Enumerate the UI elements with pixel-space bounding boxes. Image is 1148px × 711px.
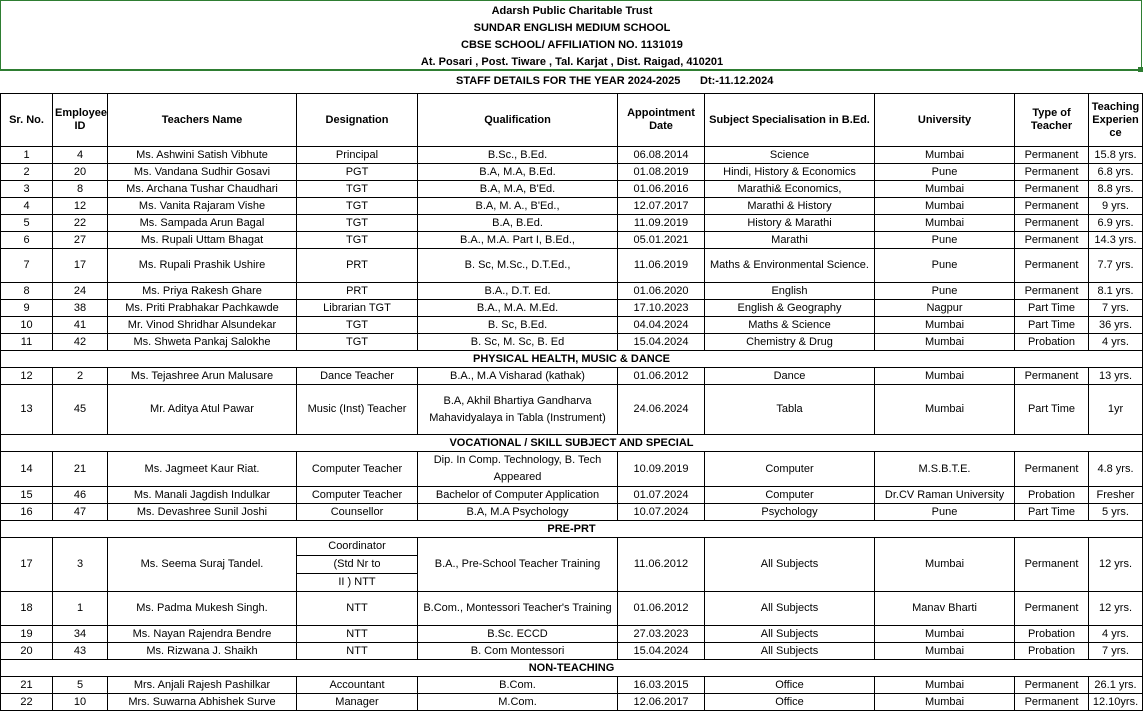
table-row (1, 164, 1143, 181)
experience-cell[interactable]: 13 yrs. (1089, 368, 1143, 385)
sr-cell[interactable]: 3 (1, 181, 53, 198)
experience-cell[interactable]: 7.7 yrs. (1089, 249, 1143, 283)
subject-cell[interactable]: Maths & Science (705, 317, 875, 334)
teacher-type-cell[interactable]: Permanent (1015, 368, 1089, 385)
appointment-date-cell[interactable]: 01.07.2024 (618, 487, 705, 504)
table-row (1, 181, 1143, 198)
university-cell[interactable]: Mumbai (875, 198, 1015, 215)
table-row (1, 232, 1143, 249)
appointment-date-cell[interactable]: 11.06.2012 (618, 538, 705, 592)
sr-cell[interactable]: 22 (1, 694, 53, 711)
designation-cell[interactable]: TGT (297, 198, 418, 215)
employee-id-cell[interactable]: 24 (53, 283, 108, 300)
table-row (1, 368, 1143, 385)
employee-id-cell[interactable]: 38 (53, 300, 108, 317)
university-cell[interactable]: Manav Bharti (875, 592, 1015, 626)
employee-id-cell[interactable]: 12 (53, 198, 108, 215)
designation-cell[interactable]: PRT (297, 283, 418, 300)
qualification-cell[interactable]: M.Com. (418, 694, 618, 711)
appointment-date-cell[interactable]: 16.03.2015 (618, 677, 705, 694)
qualification-cell[interactable]: B.A, B.Ed. (418, 215, 618, 232)
col-header[interactable]: Employee ID (53, 94, 108, 147)
sr-cell[interactable]: 18 (1, 592, 53, 626)
experience-cell[interactable]: 4 yrs. (1089, 626, 1143, 643)
teacher-name-cell[interactable]: Ms. Sampada Arun Bagal (108, 215, 297, 232)
teacher-type-cell[interactable]: Probation (1015, 626, 1089, 643)
employee-id-cell[interactable]: 1 (53, 592, 108, 626)
col-header[interactable]: Sr. No. (1, 94, 53, 147)
appointment-date-cell[interactable]: 11.06.2019 (618, 249, 705, 283)
university-cell[interactable]: Mumbai (875, 334, 1015, 351)
subject-cell[interactable]: All Subjects (705, 626, 875, 643)
teacher-name-cell[interactable]: Ms. Priya Rakesh Ghare (108, 283, 297, 300)
sr-cell[interactable]: 10 (1, 317, 53, 334)
employee-id-cell[interactable]: 42 (53, 334, 108, 351)
designation-cell[interactable]: Dance Teacher (297, 368, 418, 385)
table-row (1, 283, 1143, 300)
designation-cell[interactable]: Librarian TGT (297, 300, 418, 317)
table-row (1, 452, 1143, 487)
col-header[interactable]: Qualification (418, 94, 618, 147)
section-row (1, 351, 1143, 368)
designation-cell[interactable]: TGT (297, 232, 418, 249)
qualification-cell[interactable]: B.A., M.A. M.Ed. (418, 300, 618, 317)
employee-id-cell[interactable]: 47 (53, 504, 108, 521)
col-header[interactable]: Type of Teacher (1015, 94, 1089, 147)
teacher-type-cell[interactable]: Permanent (1015, 147, 1089, 164)
sr-cell[interactable]: 8 (1, 283, 53, 300)
teacher-name-cell[interactable]: Ms. Seema Suraj Tandel. (108, 538, 297, 592)
employee-id-cell[interactable]: 21 (53, 452, 108, 487)
appointment-date-cell[interactable]: 12.06.2017 (618, 694, 705, 711)
table-row (1, 249, 1143, 283)
experience-cell[interactable]: Fresher (1089, 487, 1143, 504)
university-cell[interactable]: Mumbai (875, 538, 1015, 592)
section-row (1, 435, 1143, 452)
designation-cell[interactable]: Accountant (297, 677, 418, 694)
appointment-date-cell[interactable]: 01.06.2020 (618, 283, 705, 300)
school-header (0, 0, 1142, 71)
qualification-cell[interactable]: B. Sc, B.Ed. (418, 317, 618, 334)
table-row (1, 300, 1143, 317)
section-row (1, 660, 1143, 677)
sr-cell[interactable]: 9 (1, 300, 53, 317)
table-row (1, 334, 1143, 351)
university-cell[interactable]: Mumbai (875, 643, 1015, 660)
sr-cell[interactable]: 1 (1, 147, 53, 164)
teacher-type-cell[interactable]: Probation (1015, 487, 1089, 504)
appointment-date-cell[interactable]: 01.06.2016 (618, 181, 705, 198)
subject-cell[interactable]: Office (705, 694, 875, 711)
table-row (1, 694, 1143, 711)
affiliation: CBSE SCHOOL/ AFFILIATION NO. 1131019 (461, 39, 683, 51)
experience-cell[interactable]: 5 yrs. (1089, 504, 1143, 521)
table-row (1, 538, 1143, 592)
university-cell[interactable]: Mumbai (875, 147, 1015, 164)
employee-id-cell[interactable]: 46 (53, 487, 108, 504)
col-header[interactable]: Teachers Name (108, 94, 297, 147)
experience-cell[interactable]: 7 yrs. (1089, 643, 1143, 660)
section-title[interactable]: PHYSICAL HEALTH, MUSIC & DANCE (1, 351, 1143, 368)
appointment-date-cell[interactable]: 04.04.2024 (618, 317, 705, 334)
qualification-cell[interactable]: B.A., M.A Visharad (kathak) (418, 368, 618, 385)
teacher-name-cell[interactable]: Ms. Shweta Pankaj Salokhe (108, 334, 297, 351)
teacher-type-cell[interactable]: Part Time (1015, 504, 1089, 521)
table-row (1, 317, 1143, 334)
table-row (1, 592, 1143, 626)
teacher-type-cell[interactable]: Permanent (1015, 198, 1089, 215)
university-cell[interactable]: Dr.CV Raman University (875, 487, 1015, 504)
teacher-type-cell[interactable]: Part Time (1015, 317, 1089, 334)
experience-cell[interactable]: 4 yrs. (1089, 334, 1143, 351)
sr-cell[interactable]: 2 (1, 164, 53, 181)
experience-cell[interactable]: 6.8 yrs. (1089, 164, 1143, 181)
employee-id-cell[interactable]: 4 (53, 147, 108, 164)
selection-fill-handle[interactable] (1138, 67, 1143, 72)
designation-line: (Std Nr to (297, 555, 417, 574)
trust-name: Adarsh Public Charitable Trust (491, 5, 653, 17)
experience-cell[interactable]: 9 yrs. (1089, 198, 1143, 215)
employee-id-cell[interactable]: 3 (53, 538, 108, 592)
qualification-cell[interactable]: B.A, Akhil Bhartiya Gandharva Mahavidyalaya in Tabla (Instrument) (418, 385, 618, 435)
table-row (1, 504, 1143, 521)
teacher-name-cell[interactable]: Ms. Rupali Prashik Ushire (108, 249, 297, 283)
teacher-type-cell[interactable]: Permanent (1015, 677, 1089, 694)
appointment-date-cell[interactable]: 17.10.2023 (618, 300, 705, 317)
table-row (1, 626, 1143, 643)
university-cell[interactable]: Mumbai (875, 368, 1015, 385)
teacher-type-cell[interactable]: Permanent (1015, 283, 1089, 300)
qualification-cell[interactable]: B.A., D.T. Ed. (418, 283, 618, 300)
employee-id-cell[interactable]: 8 (53, 181, 108, 198)
teacher-name-cell[interactable]: Mr. Aditya Atul Pawar (108, 385, 297, 435)
designation-cell[interactable]: TGT (297, 181, 418, 198)
university-cell[interactable]: Pune (875, 164, 1015, 181)
appointment-date-cell[interactable]: 11.09.2019 (618, 215, 705, 232)
qualification-cell[interactable]: B.Sc. ECCD (418, 626, 618, 643)
qualification-cell[interactable]: B. Sc, M.Sc., D.T.Ed., (418, 249, 618, 283)
experience-cell[interactable]: 15.8 yrs. (1089, 147, 1143, 164)
teacher-type-cell[interactable]: Part Time (1015, 385, 1089, 435)
teacher-type-cell[interactable]: Permanent (1015, 232, 1089, 249)
appointment-date-cell[interactable]: 10.07.2024 (618, 504, 705, 521)
employee-id-cell[interactable]: 5 (53, 677, 108, 694)
designation-cell[interactable]: TGT (297, 334, 418, 351)
qualification-cell[interactable]: Bachelor of Computer Application (418, 487, 618, 504)
teacher-name-cell[interactable]: Ms. Rupali Uttam Bhagat (108, 232, 297, 249)
sr-cell[interactable]: 7 (1, 249, 53, 283)
university-cell[interactable]: Mumbai (875, 694, 1015, 711)
subject-cell[interactable]: Psychology (705, 504, 875, 521)
teacher-type-cell[interactable]: Permanent (1015, 215, 1089, 232)
teacher-type-cell[interactable]: Permanent (1015, 164, 1089, 181)
appointment-date-cell[interactable]: 12.07.2017 (618, 198, 705, 215)
sr-cell[interactable]: 16 (1, 504, 53, 521)
table-row (1, 147, 1143, 164)
table-row (1, 677, 1143, 694)
designation-cell[interactable]: Computer Teacher (297, 487, 418, 504)
sr-cell[interactable]: 12 (1, 368, 53, 385)
teacher-type-cell[interactable]: Probation (1015, 334, 1089, 351)
qualification-cell[interactable]: B.A, M.A, B'Ed. (418, 181, 618, 198)
subject-cell[interactable]: English & Geography (705, 300, 875, 317)
col-header[interactable]: Subject Specialisation in B.Ed. (705, 94, 875, 147)
designation-cell[interactable]: NTT (297, 626, 418, 643)
teacher-name-cell[interactable]: Ms. Priti Prabhakar Pachkawde (108, 300, 297, 317)
appointment-date-cell[interactable]: 15.04.2024 (618, 643, 705, 660)
appointment-date-cell[interactable]: 27.03.2023 (618, 626, 705, 643)
designation-cell[interactable]: Principal (297, 147, 418, 164)
university-cell[interactable]: Pune (875, 249, 1015, 283)
designation-cell[interactable]: NTT (297, 643, 418, 660)
sr-cell[interactable]: 4 (1, 198, 53, 215)
subject-cell[interactable]: Science (705, 147, 875, 164)
staff-table (0, 93, 1143, 711)
col-header[interactable]: Appointment Date (618, 94, 705, 147)
employee-id-cell[interactable]: 17 (53, 249, 108, 283)
qualification-cell[interactable]: B. Sc, M. Sc, B. Ed (418, 334, 618, 351)
university-cell[interactable]: Pune (875, 504, 1015, 521)
teacher-type-cell[interactable]: Permanent (1015, 592, 1089, 626)
employee-id-cell[interactable]: 45 (53, 385, 108, 435)
table-header-row (1, 94, 1143, 147)
appointment-date-cell[interactable]: 06.08.2014 (618, 147, 705, 164)
university-cell[interactable]: M.S.B.T.E. (875, 452, 1015, 487)
col-header[interactable]: University (875, 94, 1015, 147)
designation-cell[interactable]: TGT (297, 215, 418, 232)
designation-cell[interactable]: Manager (297, 694, 418, 711)
report-date: Dt:-11.12.2024 (700, 75, 774, 87)
appointment-date-cell[interactable]: 10.09.2019 (618, 452, 705, 487)
teacher-name-cell[interactable]: Ms. Rizwana J. Shaikh (108, 643, 297, 660)
university-cell[interactable]: Mumbai (875, 317, 1015, 334)
sr-cell[interactable]: 13 (1, 385, 53, 435)
subject-cell[interactable]: Office (705, 677, 875, 694)
section-row (1, 521, 1143, 538)
qualification-cell[interactable]: B.A, M.A Psychology (418, 504, 618, 521)
address: At. Posari , Post. Tiware , Tal. Karjat , Dist. Raigad, 410201 (420, 56, 724, 68)
employee-id-cell[interactable]: 2 (53, 368, 108, 385)
university-cell[interactable]: Nagpur (875, 300, 1015, 317)
employee-id-cell[interactable]: 41 (53, 317, 108, 334)
experience-cell[interactable]: 12.10yrs. (1089, 694, 1143, 711)
section-title[interactable]: VOCATIONAL / SKILL SUBJECT AND SPECIAL (1, 435, 1143, 452)
designation-cell[interactable]: Counsellor (297, 504, 418, 521)
teacher-type-cell[interactable]: Permanent (1015, 181, 1089, 198)
qualification-cell[interactable]: B. Com Montessori (418, 643, 618, 660)
designation-cell[interactable] (297, 538, 418, 592)
university-cell[interactable]: Mumbai (875, 215, 1015, 232)
subject-cell[interactable]: Maths & Environmental Science. (705, 249, 875, 283)
sr-cell[interactable]: 21 (1, 677, 53, 694)
school-name: SUNDAR ENGLISH MEDIUM SCHOOL (473, 22, 671, 34)
designation-cell[interactable]: PGT (297, 164, 418, 181)
university-cell[interactable]: Mumbai (875, 385, 1015, 435)
teacher-type-cell[interactable]: Part Time (1015, 300, 1089, 317)
designation-cell[interactable]: TGT (297, 317, 418, 334)
teacher-name-cell[interactable]: Ms. Vandana Sudhir Gosavi (108, 164, 297, 181)
appointment-date-cell[interactable]: 01.06.2012 (618, 368, 705, 385)
sr-cell[interactable]: 19 (1, 626, 53, 643)
table-row (1, 487, 1143, 504)
designation-line: Coordinator (328, 540, 386, 552)
teacher-name-cell[interactable]: Ms. Vanita Rajaram Vishe (108, 198, 297, 215)
qualification-cell[interactable]: B.Com., Montessori Teacher's Training (418, 592, 618, 626)
teacher-type-cell[interactable]: Permanent (1015, 249, 1089, 283)
teacher-name-cell[interactable]: Ms. Manali Jagdish Indulkar (108, 487, 297, 504)
appointment-date-cell[interactable]: 01.06.2012 (618, 592, 705, 626)
subject-cell[interactable]: Hindi, History & Economics (705, 164, 875, 181)
subject-cell[interactable]: All Subjects (705, 538, 875, 592)
appointment-date-cell[interactable]: 01.08.2019 (618, 164, 705, 181)
designation-line: II ) NTT (338, 576, 376, 588)
teacher-name-cell[interactable]: Mr. Vinod Shridhar Alsundekar (108, 317, 297, 334)
university-cell[interactable]: Pune (875, 232, 1015, 249)
subject-cell[interactable]: Chemistry & Drug (705, 334, 875, 351)
table-row (1, 198, 1143, 215)
sr-cell[interactable]: 5 (1, 215, 53, 232)
designation-cell[interactable]: PRT (297, 249, 418, 283)
experience-cell[interactable]: 7 yrs. (1089, 300, 1143, 317)
teacher-name-cell[interactable]: Mrs. Anjali Rajesh Pashilkar (108, 677, 297, 694)
teacher-name-cell[interactable]: Ms. Devashree Sunil Joshi (108, 504, 297, 521)
experience-cell[interactable]: 12 yrs. (1089, 538, 1143, 592)
experience-cell[interactable]: 8.8 yrs. (1089, 181, 1143, 198)
experience-cell[interactable]: 12 yrs. (1089, 592, 1143, 626)
experience-cell[interactable]: 36 yrs. (1089, 317, 1143, 334)
teacher-name-cell[interactable]: Ms. Jagmeet Kaur Riat. (108, 452, 297, 487)
sr-cell[interactable]: 11 (1, 334, 53, 351)
university-cell[interactable]: Pune (875, 283, 1015, 300)
subject-cell[interactable]: Computer (705, 487, 875, 504)
appointment-date-cell[interactable]: 15.04.2024 (618, 334, 705, 351)
employee-id-cell[interactable]: 34 (53, 626, 108, 643)
teacher-name-cell[interactable]: Ms. Archana Tushar Chaudhari (108, 181, 297, 198)
university-cell[interactable]: Mumbai (875, 677, 1015, 694)
experience-cell[interactable]: 1yr (1089, 385, 1143, 435)
col-header[interactable]: Teaching Experience (1089, 94, 1143, 147)
qualification-cell[interactable]: B.A, M.A, B.Ed. (418, 164, 618, 181)
subject-cell[interactable]: Dance (705, 368, 875, 385)
teacher-type-cell[interactable]: Permanent (1015, 538, 1089, 592)
subject-cell[interactable]: Marathi& Economics, (705, 181, 875, 198)
page-subtitle: STAFF DETAILS FOR THE YEAR 2024-2025 (456, 75, 681, 87)
teacher-name-cell[interactable]: Mrs. Suwarna Abhishek Surve (108, 694, 297, 711)
sr-cell[interactable]: 17 (1, 538, 53, 592)
qualification-cell[interactable]: Dip. In Comp. Technology, B. Tech Appeared (418, 452, 618, 487)
sr-cell[interactable]: 15 (1, 487, 53, 504)
section-title[interactable]: PRE-PRT (1, 521, 1143, 538)
sr-cell[interactable]: 14 (1, 452, 53, 487)
designation-cell[interactable]: NTT (297, 592, 418, 626)
table-row (1, 215, 1143, 232)
subject-cell[interactable]: History & Marathi (705, 215, 875, 232)
subject-cell[interactable]: Marathi (705, 232, 875, 249)
designation-cell[interactable]: Music (Inst) Teacher (297, 385, 418, 435)
experience-cell[interactable]: 14.3 yrs. (1089, 232, 1143, 249)
experience-cell[interactable]: 4.8 yrs. (1089, 452, 1143, 487)
subject-cell[interactable]: All Subjects (705, 592, 875, 626)
qualification-cell[interactable]: B.A., M.A. Part I, B.Ed., (418, 232, 618, 249)
appointment-date-cell[interactable]: 05.01.2021 (618, 232, 705, 249)
employee-id-cell[interactable]: 20 (53, 164, 108, 181)
experience-cell[interactable]: 26.1 yrs. (1089, 677, 1143, 694)
sr-cell[interactable]: 20 (1, 643, 53, 660)
appointment-date-cell[interactable]: 24.06.2024 (618, 385, 705, 435)
experience-cell[interactable]: 8.1 yrs. (1089, 283, 1143, 300)
employee-id-cell[interactable]: 22 (53, 215, 108, 232)
sr-cell[interactable]: 6 (1, 232, 53, 249)
subject-cell[interactable]: All Subjects (705, 643, 875, 660)
qualification-cell[interactable]: B.A., Pre-School Teacher Training (418, 538, 618, 592)
qualification-cell[interactable]: B.A, M. A., B'Ed., (418, 198, 618, 215)
teacher-type-cell[interactable]: Permanent (1015, 452, 1089, 487)
experience-cell[interactable]: 6.9 yrs. (1089, 215, 1143, 232)
table-row (1, 643, 1143, 660)
teacher-name-cell[interactable]: Ms. Nayan Rajendra Bendre (108, 626, 297, 643)
university-cell[interactable]: Mumbai (875, 626, 1015, 643)
employee-id-cell[interactable]: 10 (53, 694, 108, 711)
subject-cell[interactable]: English (705, 283, 875, 300)
qualification-cell[interactable]: B.Com. (418, 677, 618, 694)
teacher-name-cell[interactable]: Ms. Ashwini Satish Vibhute (108, 147, 297, 164)
subject-cell[interactable]: Marathi & History (705, 198, 875, 215)
qualification-cell[interactable]: B.Sc., B.Ed. (418, 147, 618, 164)
subject-cell[interactable]: Tabla (705, 385, 875, 435)
designation-stack (297, 538, 417, 591)
section-title[interactable]: NON-TEACHING (1, 660, 1143, 677)
employee-id-cell[interactable]: 27 (53, 232, 108, 249)
col-header[interactable]: Designation (297, 94, 418, 147)
table-row (1, 385, 1143, 435)
subject-cell[interactable]: Computer (705, 452, 875, 487)
university-cell[interactable]: Mumbai (875, 181, 1015, 198)
teacher-name-cell[interactable]: Ms. Tejashree Arun Malusare (108, 368, 297, 385)
teacher-type-cell[interactable]: Probation (1015, 643, 1089, 660)
teacher-type-cell[interactable]: Permanent (1015, 694, 1089, 711)
designation-cell[interactable]: Computer Teacher (297, 452, 418, 487)
teacher-name-cell[interactable]: Ms. Padma Mukesh Singh. (108, 592, 297, 626)
employee-id-cell[interactable]: 43 (53, 643, 108, 660)
